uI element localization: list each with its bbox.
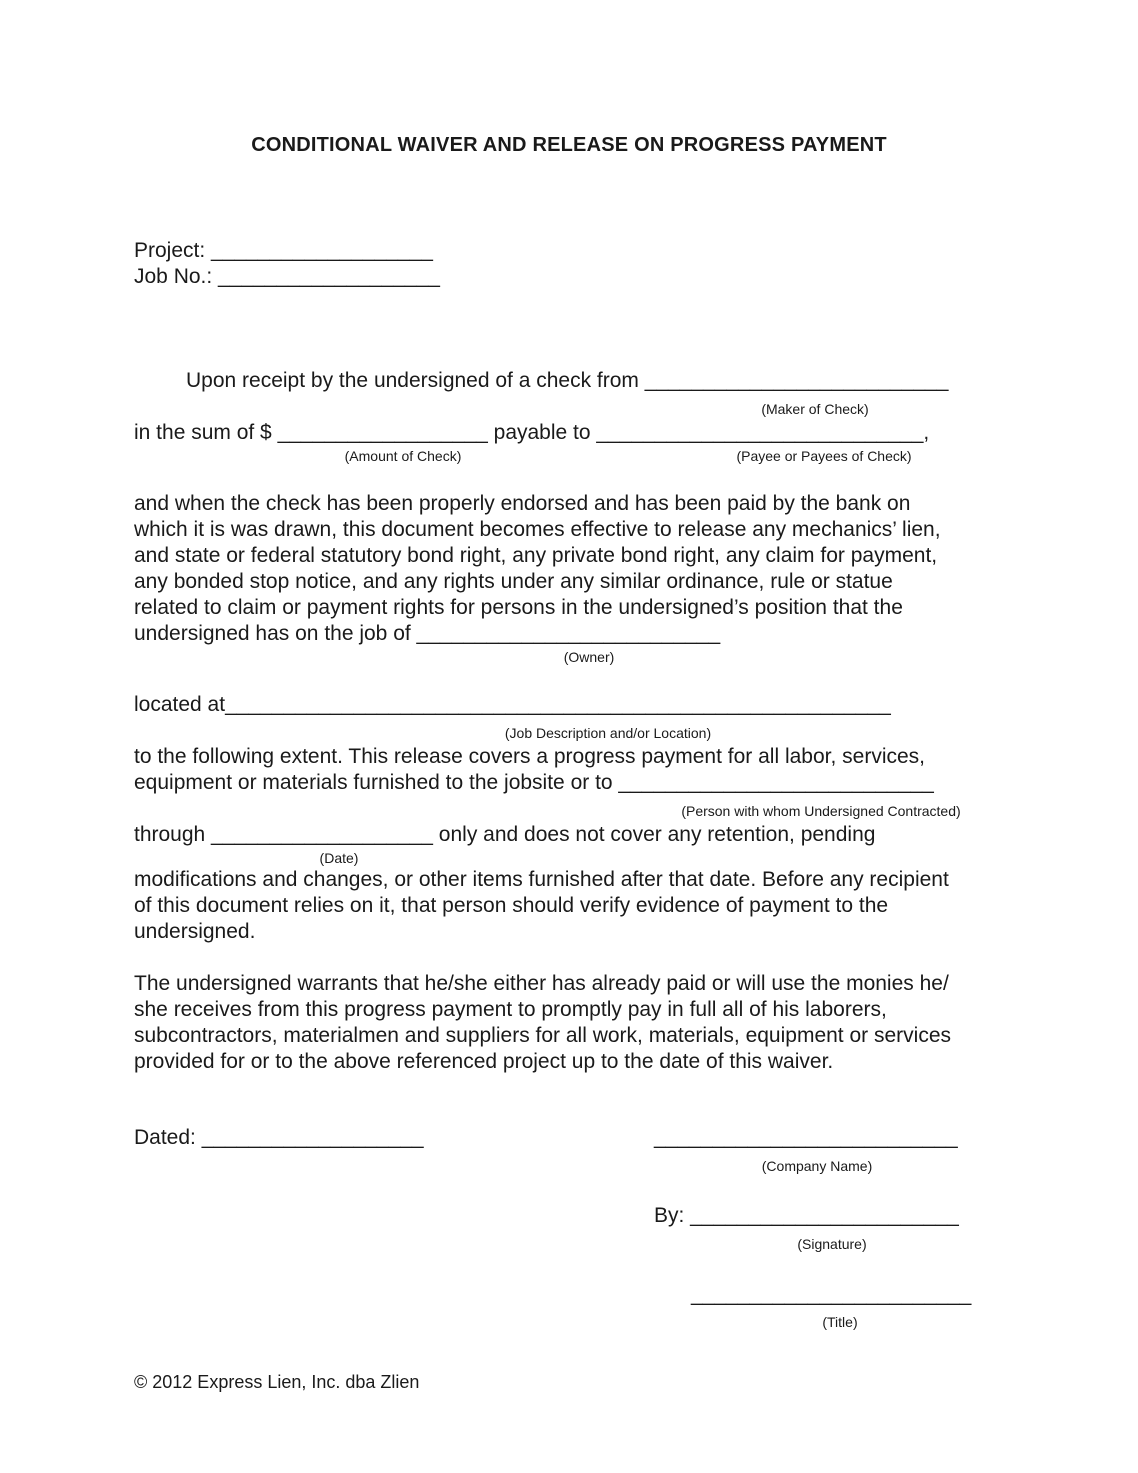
- location-caption: (Job Description and/or Location): [504, 725, 712, 741]
- payee-caption: (Payee or Payees of Check): [736, 448, 912, 464]
- signature-caption: (Signature): [797, 1236, 867, 1252]
- extent-line: to the following extent. This release covers a progress payment for all labor, services,: [134, 745, 925, 768]
- maker-of-check-caption: (Maker of Check): [761, 401, 869, 417]
- release-paragraph: and when the check has been properly endorsed and has been paid by the bank on which it is was drawn, this document becomes effective to release any mechanics’ lien, and state or federal statutory bond right, any private bond right, any claim for payment, any bonded stop notice, and any rights under any similar ordinance, rule or statue related to claim or payment rights for persons in the undersigned’s position that the: [134, 492, 941, 619]
- located-at-line: located at_________________________________________________________: [134, 693, 891, 716]
- copyright-notice: © 2012 Express Lien, Inc. dba Zlien: [134, 1372, 420, 1392]
- amount-of-check-caption: (Amount of Check): [344, 448, 462, 464]
- through-line: through ___________________ only and does not cover any retention, pending: [134, 823, 876, 846]
- contracted-person-caption: (Person with whom Undersigned Contracted): [681, 803, 961, 819]
- owner-line: undersigned has on the job of __________________________: [134, 622, 721, 645]
- signature-line: By: _______________________: [654, 1204, 959, 1227]
- receipt-line: Upon receipt by the undersigned of a check from __________________________: [186, 369, 949, 392]
- document-title: CONDITIONAL WAIVER AND RELEASE ON PROGRESS PAYMENT: [251, 134, 887, 156]
- dated-field: Dated: ___________________: [134, 1126, 424, 1149]
- title-caption: (Title): [822, 1314, 858, 1330]
- modifications-paragraph: modifications and changes, or other items furnished after that date. Before any recipient of this document relies on it, that person should verify evidence of payment to the undersigned.: [134, 868, 949, 943]
- project-field: Project: ___________________: [134, 239, 433, 262]
- job-number-field: Job No.: ___________________: [134, 265, 440, 288]
- company-name-line: __________________________: [654, 1126, 958, 1149]
- owner-caption: (Owner): [563, 649, 615, 665]
- sum-payable-line: in the sum of $ __________________ payable to ____________________________,: [134, 421, 930, 444]
- warranty-paragraph: The undersigned warrants that he/she either has already paid or will use the monies he/ she receives from this progress payment to promptly pay in full all of his laborers, subcontractors, materialmen and suppliers for all work, materials, equipment or services provided for or to the above referenced project up to the date of this waiver.: [134, 972, 952, 1073]
- jobsite-line: equipment or materials furnished to the jobsite or to ___________________________: [134, 771, 934, 794]
- company-name-caption: (Company Name): [761, 1158, 873, 1174]
- date-caption: (Date): [319, 850, 359, 866]
- title-line: ________________________: [691, 1283, 972, 1306]
